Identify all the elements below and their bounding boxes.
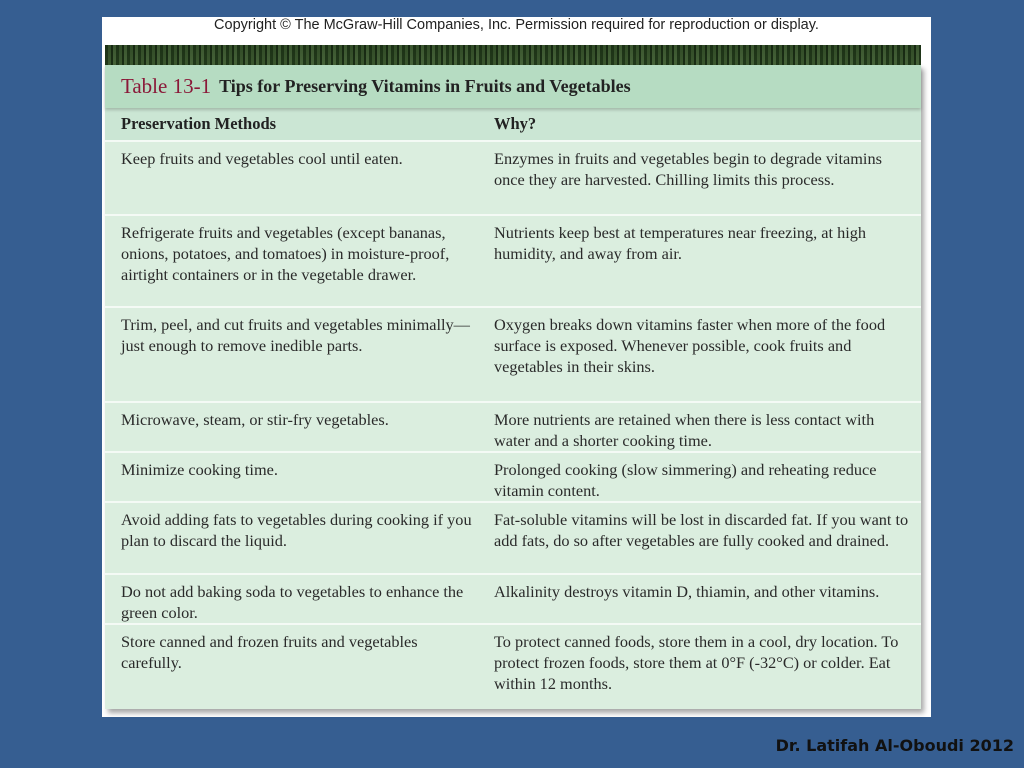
header-methods: Preservation Methods xyxy=(121,114,277,133)
vegetable-banner xyxy=(105,45,921,65)
table-row xyxy=(105,503,921,575)
table-body xyxy=(105,142,921,705)
why-cell: Alkalinity destroys vitamin D, thiamin, and other vitamins. xyxy=(494,582,880,601)
method-cell: Keep fruits and vegetables cool until eaten. xyxy=(121,149,403,168)
why-cell: To protect canned foods, store them in a cool, dry location. To protect frozen foods, store them at 0°F (-32°C) or colder. Eat within 12 months. xyxy=(494,632,899,693)
method-cell: Trim, peel, and cut fruits and vegetables minimally—just enough to remove inedible parts. xyxy=(121,315,470,355)
table-title-bar xyxy=(105,65,921,108)
why-cell: Fat-soluble vitamins will be lost in discarded fat. If you want to add fats, do so after vegetables are fully cooked and drained. xyxy=(494,510,909,550)
why-cell: Nutrients keep best at temperatures near freezing, at high humidity, and away from air. xyxy=(494,223,867,263)
table-title: Tips for Preserving Vitamins in Fruits and Vegetables xyxy=(219,76,631,96)
method-cell: Microwave, steam, or stir-fry vegetables. xyxy=(121,410,389,429)
method-cell: Minimize cooking time. xyxy=(121,460,278,479)
vitamin-tips-table xyxy=(105,65,921,709)
method-cell: Store canned and frozen fruits and vegetables carefully. xyxy=(121,632,418,672)
table-row xyxy=(105,575,921,625)
table-header-row xyxy=(105,108,921,142)
table-row xyxy=(105,216,921,308)
author-credit: Dr. Latifah Al-Oboudi 2012 xyxy=(775,736,1014,755)
table-image xyxy=(102,17,931,717)
why-cell: Oxygen breaks down vitamins faster when more of the food surface is exposed. Whenever possible, cook fruits and vegetables in their skins. xyxy=(494,315,886,376)
why-cell: More nutrients are retained when there is less contact with water and a shorter cooking time. xyxy=(494,410,875,450)
method-cell: Refrigerate fruits and vegetables (except bananas, onions, potatoes, and tomatoes) in moisture-proof, airtight containers or in the vegetable drawer. xyxy=(121,223,450,284)
table-row xyxy=(105,453,921,503)
table-row xyxy=(105,142,921,216)
copyright-notice: Copyright © The McGraw-Hill Companies, Inc. Permission required for reproduction or display. xyxy=(214,17,819,33)
method-cell: Avoid adding fats to vegetables during cooking if you plan to discard the liquid. xyxy=(121,510,472,550)
method-cell: Do not add baking soda to vegetables to enhance the green color. xyxy=(121,582,464,622)
why-cell: Prolonged cooking (slow simmering) and reheating reduce vitamin content. xyxy=(494,460,877,500)
table-row xyxy=(105,625,921,705)
why-cell: Enzymes in fruits and vegetables begin to degrade vitamins once they are harvested. Chilling limits this process. xyxy=(494,149,882,189)
table-number: Table 13-1 xyxy=(121,74,212,98)
table-row xyxy=(105,308,921,403)
header-why: Why? xyxy=(494,114,537,133)
table-row xyxy=(105,403,921,453)
